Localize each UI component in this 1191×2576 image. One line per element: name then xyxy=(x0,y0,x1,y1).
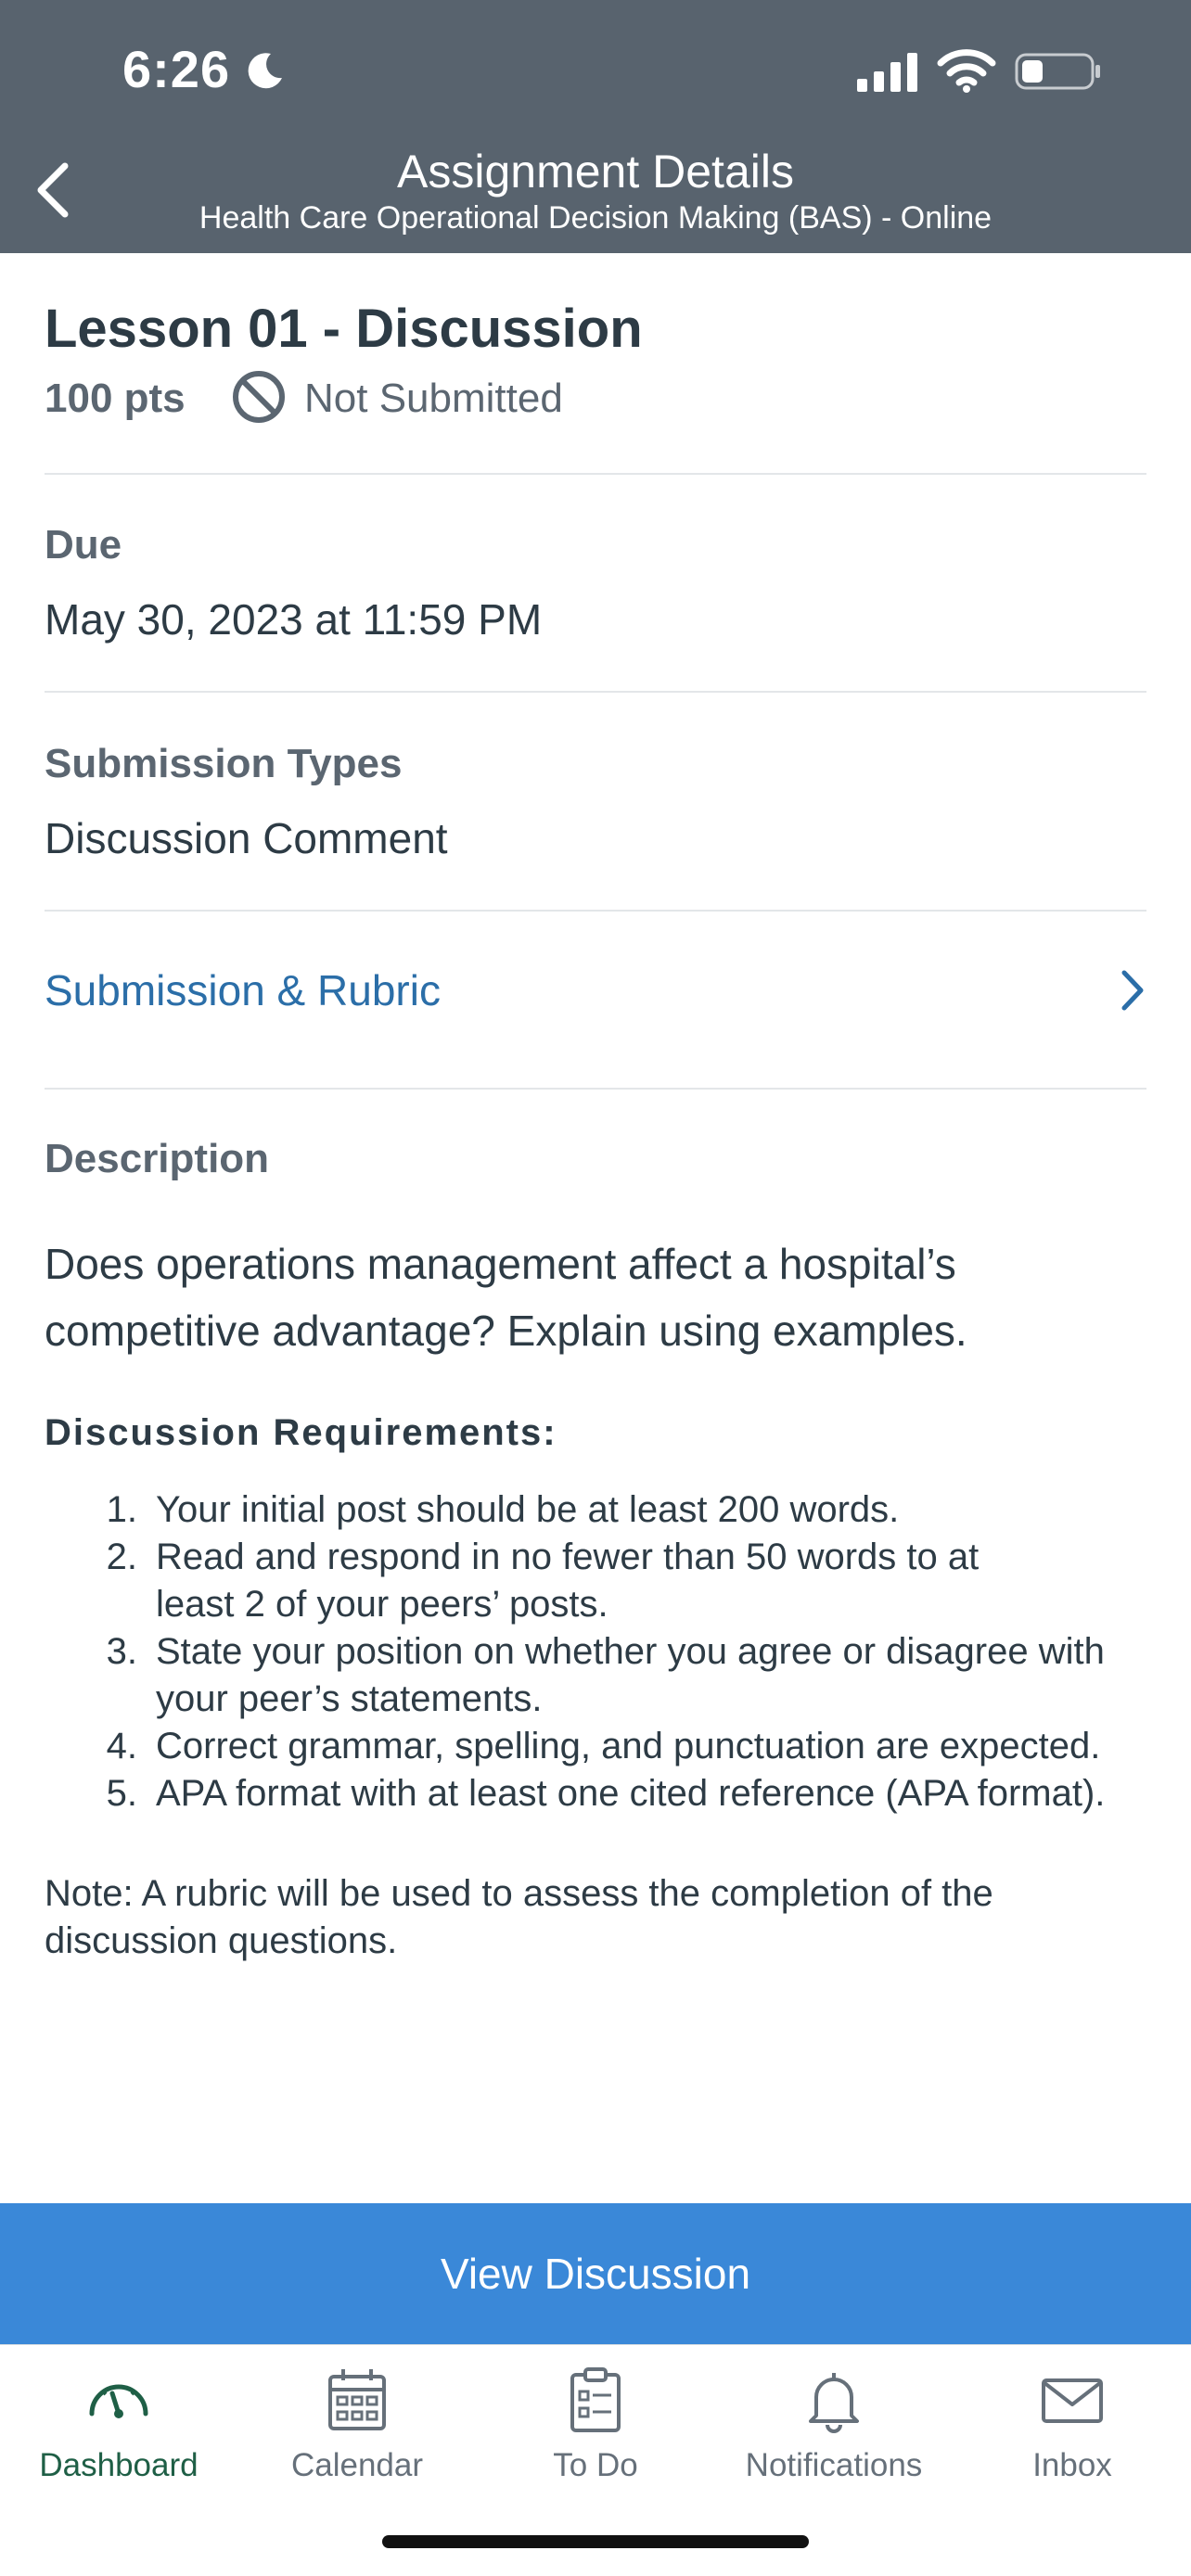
list-item xyxy=(45,1534,1158,1628)
list-text: State your position on whether you agree or disagree with your peer’s statements. xyxy=(156,1631,1105,1719)
status-time: 6:26 xyxy=(122,40,231,98)
page-title: Assignment Details xyxy=(397,146,794,198)
tab-notifications[interactable] xyxy=(715,2345,953,2503)
list-item xyxy=(45,1486,1158,1534)
tab-todo[interactable] xyxy=(477,2345,714,2503)
assignment-points: 100 pts xyxy=(45,376,186,421)
due-label: Due xyxy=(45,522,122,567)
list-item xyxy=(45,1770,1158,1817)
moon-icon xyxy=(243,50,286,93)
tab-inbox[interactable] xyxy=(954,2345,1191,2503)
submission-types-label: Submission Types xyxy=(45,741,403,786)
list-text: Correct grammar, spelling, and punctuation are expected. xyxy=(156,1726,1101,1766)
tab-label: Dashboard xyxy=(39,2447,198,2483)
tab-label: To Do xyxy=(553,2447,638,2483)
assignment-title: Lesson 01 - Discussion xyxy=(45,299,643,359)
calendar-icon xyxy=(323,2366,391,2434)
submission-types-value: Discussion Comment xyxy=(45,814,448,862)
submission-status: Not Submitted xyxy=(304,376,563,421)
description-text: Does operations management affect a hospital’s competitive advantage? Explain using examples. xyxy=(45,1240,967,1355)
list-text: Read and respond in no fewer than 50 words to at least 2 of your peers’ posts. xyxy=(156,1537,980,1625)
list-text: APA format with at least one cited reference (APA format). xyxy=(156,1773,1106,1814)
list-item xyxy=(45,1628,1158,1723)
tab-label: Notifications xyxy=(745,2447,923,2483)
bell-icon xyxy=(800,2366,868,2434)
todo-icon xyxy=(561,2366,630,2434)
divider xyxy=(45,473,1146,475)
list-number: 2. xyxy=(106,1537,137,1577)
battery-icon xyxy=(1015,51,1102,92)
submission-rubric-link[interactable] xyxy=(45,921,1146,1060)
list-number: 5. xyxy=(106,1773,137,1814)
list-item xyxy=(45,1723,1158,1770)
divider xyxy=(45,691,1146,693)
list-number: 1. xyxy=(106,1489,137,1530)
divider xyxy=(45,910,1146,912)
list-number: 3. xyxy=(106,1631,137,1672)
list-number: 4. xyxy=(106,1726,137,1766)
envelope-icon xyxy=(1038,2366,1107,2434)
tab-dashboard[interactable] xyxy=(0,2345,237,2503)
tab-calendar[interactable] xyxy=(238,2345,476,2503)
description-label: Description xyxy=(45,1136,270,1181)
list-text: Your initial post should be at least 200 words. xyxy=(156,1489,900,1530)
due-date: May 30, 2023 at 11:59 PM xyxy=(45,595,543,644)
home-indicator xyxy=(382,2535,809,2548)
requirements-title: Discussion Requirements: xyxy=(45,1412,557,1453)
view-discussion-button[interactable]: View Discussion xyxy=(0,2203,1191,2344)
header xyxy=(0,0,1191,253)
divider xyxy=(45,1088,1146,1090)
rubric-note: Note: A rubric will be used to assess the completion of the discussion questions. xyxy=(45,1873,993,1961)
dashboard-icon xyxy=(84,2366,153,2434)
requirements-list xyxy=(45,1486,1158,1817)
tab-label: Calendar xyxy=(290,2447,424,2483)
submission-rubric-label: Submission & Rubric xyxy=(45,966,441,1014)
tab-label: Inbox xyxy=(1032,2447,1112,2483)
wifi-icon xyxy=(937,48,996,93)
cellular-signal-icon xyxy=(855,51,922,94)
not-submitted-icon xyxy=(232,370,286,424)
course-subtitle: Health Care Operational Decision Making (BAS) - Online xyxy=(198,200,992,236)
chevron-right-icon xyxy=(1119,969,1146,1012)
